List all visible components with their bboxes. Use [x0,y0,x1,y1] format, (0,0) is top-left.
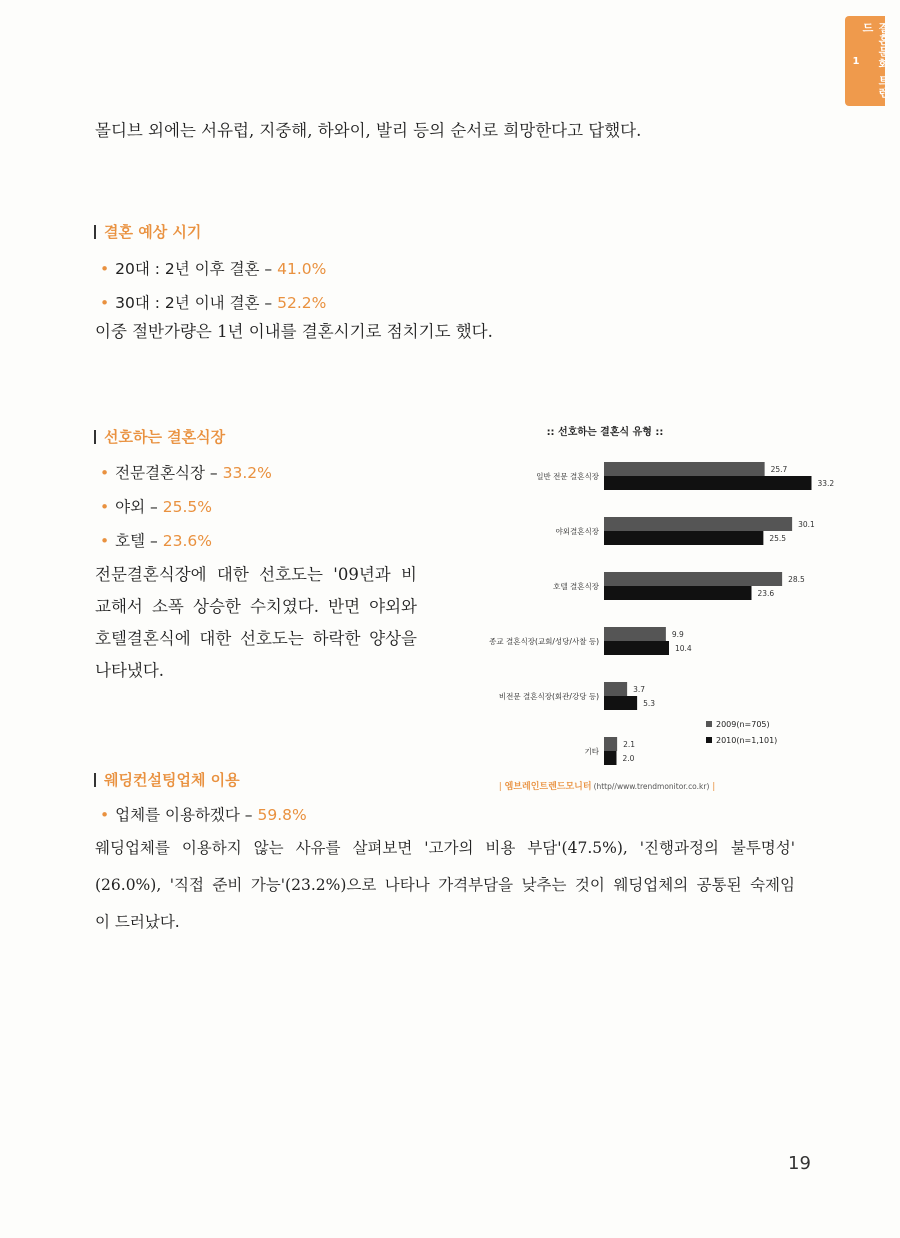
section3-body [95,830,795,941]
value-label: 28.5 [788,575,805,584]
bar-2010 [604,476,812,490]
chapter-tab [845,16,890,106]
bar-2010 [604,696,637,710]
chapter-tab-title: 결혼문화 트렌드 [861,22,890,99]
heading-text: 결혼 예상 시기 [104,223,202,241]
chart-source: | 엠브레인트렌드모니터 (http//www.trendmonitor.co.kr) | [498,782,716,792]
bullet-dot-icon: • [100,532,110,550]
source-brand: 엠브레인트렌드모니터 [504,782,592,792]
legend-entry: 2009(n=705) [716,720,770,729]
page-number: 19 [788,1153,811,1174]
value-label: 9.9 [671,630,684,639]
value-label: 23.6 [757,589,775,598]
legend-swatch [706,721,712,727]
venue-chart-svg [470,415,835,805]
section-heading-preferred-venue [94,426,225,447]
bullet-label: 전문결혼식장 – [115,464,223,482]
legend-swatch [706,737,712,743]
category-label: 기타 [584,747,599,756]
bullet-dot-icon: • [100,260,110,278]
bar-2009 [604,682,627,696]
heading-bar [94,430,96,444]
value-label: 33.2 [817,479,835,488]
heading-bar [94,225,96,239]
bullet-value: 25.5% [162,498,212,516]
section2-body [95,559,417,687]
chapter-tab-number: 1 [852,56,860,67]
bullet-item [100,803,307,825]
source-url: (http//www.trendmonitor.co.kr) [593,782,710,791]
heading-text: 웨딩컨설팅업체 이용 [104,771,240,789]
bar-2010 [604,751,617,765]
value-label: 30.1 [798,520,815,529]
body-line: 나타냈다. [95,661,165,680]
bar-2010 [604,641,669,655]
bullet-value: 59.8% [257,806,307,824]
bar-2010 [604,531,763,545]
body-line: 호텔결혼식에 대한 선호도는 하락한 양상을 [95,629,417,648]
value-label: 25.7 [770,465,788,474]
legend-entry: 2010(n=1,101) [716,736,778,745]
venue-chart [470,415,835,805]
bullet-label: 30대 : 2년 이내 결혼 – [115,294,278,312]
bar-2010 [604,586,752,600]
section-heading-marriage-timing [94,221,201,242]
chart-title: :: 선호하는 결혼식 유형 :: [546,427,664,438]
bullet-item [100,257,326,279]
bullet-label: 업체를 이용하겠다 – [115,806,258,824]
bullet-label: 호텔 – [115,532,163,550]
value-label: 2.1 [623,740,636,749]
bullet-value: 52.2% [277,294,327,312]
bullet-item [100,461,272,483]
category-label: 야외결혼식장 [555,527,599,536]
bullet-value: 23.6% [162,532,212,550]
bullet-dot-icon: • [100,498,110,516]
value-label: 2.0 [622,754,635,763]
section-heading-wedding-consulting [94,769,240,790]
body-line: 웨딩업체를 이용하지 않는 사유를 살펴보면 '고가의 비용 부담'(47.5%), '진행과정의 불투명성' [95,839,795,857]
category-label: 비전문 결혼식장(회관/강당 등) [498,692,599,701]
section1-note: 이중 절반가량은 1년 이내를 결혼시기로 점치기도 했다. [95,322,493,341]
category-label: 일반 전문 결혼식장 [536,472,599,481]
bar-2009 [604,627,666,641]
body-line: 이 드러났다. [95,913,180,931]
value-label: 10.4 [675,644,692,653]
value-label: 3.7 [633,685,646,694]
body-line: 교해서 소폭 상승한 수치였다. 반면 야외와 [95,597,417,616]
bar-2009 [604,517,792,531]
heading-bar [94,773,96,787]
value-label: 5.3 [643,699,656,708]
bullet-item [100,529,212,551]
bar-2009 [604,572,782,586]
bar-2009 [604,737,617,751]
value-label: 25.5 [769,534,787,543]
heading-text: 선호하는 결혼식장 [104,428,226,446]
category-label: 호텔 결혼식장 [553,582,599,591]
bullet-dot-icon: • [100,294,110,312]
bullet-value: 33.2% [222,464,272,482]
bullet-dot-icon: • [100,464,110,482]
bullet-item [100,291,326,313]
category-label: 종교 결혼식장(교회/성당/사찰 등) [489,637,599,646]
body-line: 전문결혼식장에 대한 선호도는 '09년과 비 [95,565,417,584]
bar-2009 [604,462,765,476]
body-line: (26.0%), '직접 준비 가능'(23.2%)으로 나타나 가격부담을 낮추는 것이 웨딩업체의 공통된 숙제임 [95,876,795,894]
bullet-label: 야외 – [115,498,163,516]
bullet-label: 20대 : 2년 이후 결혼 – [115,260,278,278]
bullet-dot-icon: • [100,806,110,824]
bullet-value: 41.0% [277,260,327,278]
intro-paragraph: 몰디브 외에는 서유럽, 지중해, 하와이, 발리 등의 순서로 희망한다고 답했다. [95,121,642,140]
bullet-item [100,495,212,517]
